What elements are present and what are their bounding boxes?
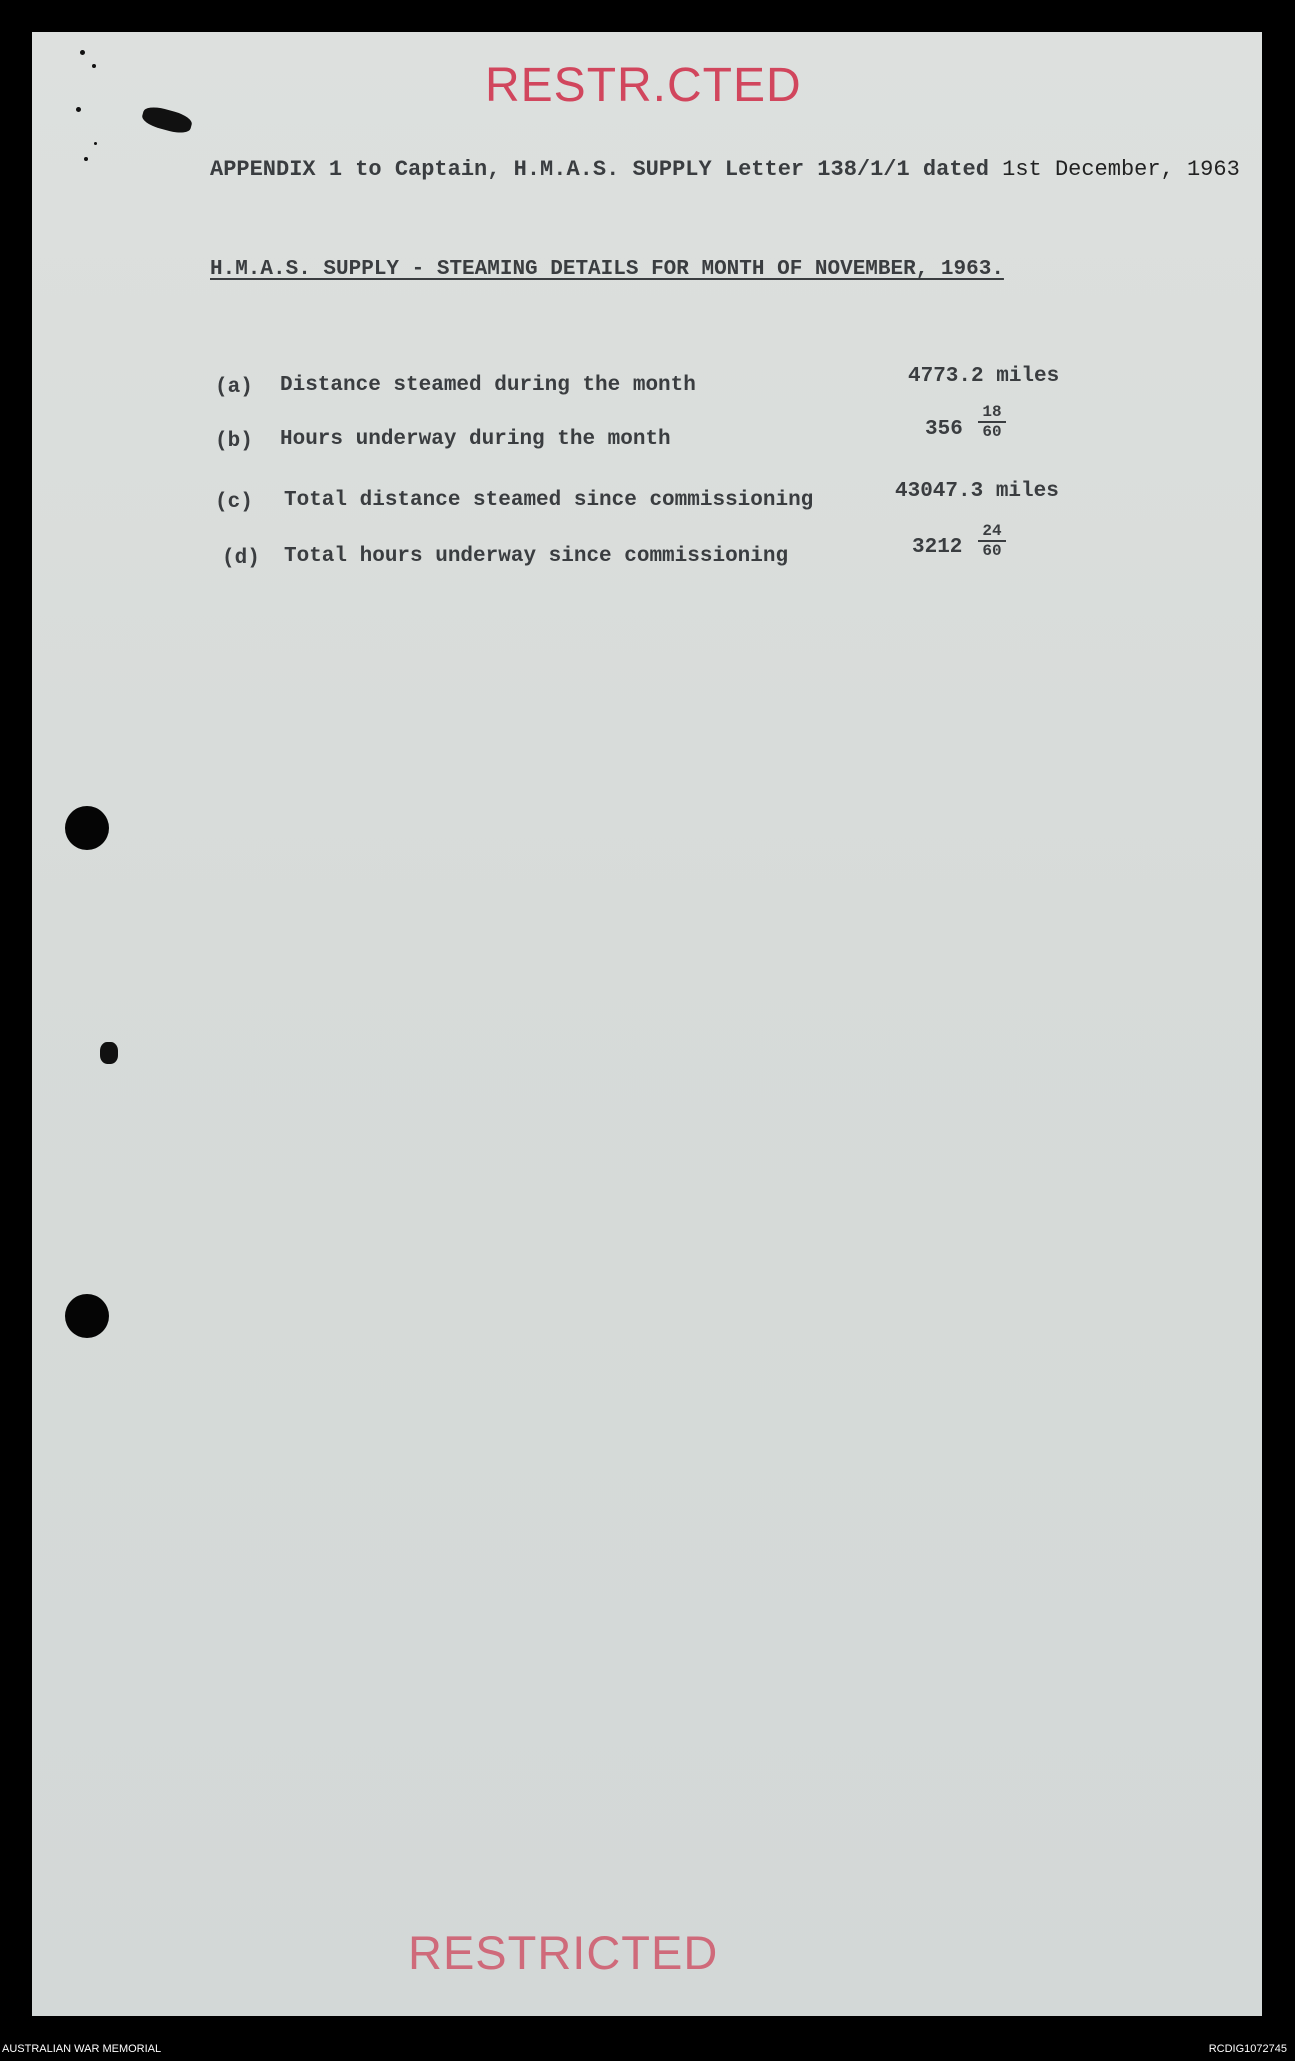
- item-value: 43047.3 miles: [895, 480, 1059, 503]
- fraction-denominator: 60: [982, 423, 1002, 441]
- item-value: 4773.2 miles: [908, 365, 1060, 388]
- item-letter: (a): [215, 376, 253, 399]
- restricted-stamp-top: RESTR.CTED: [485, 59, 802, 112]
- paper-damage-mark: [92, 64, 96, 68]
- item-fraction: [978, 522, 1006, 560]
- paper-damage-mark: [100, 1042, 118, 1064]
- fraction-numerator: 18: [978, 403, 1006, 423]
- paper-damage-mark: [76, 107, 81, 112]
- appendix-date: 1st December, 1963: [1002, 157, 1240, 182]
- item-value: 356: [925, 418, 963, 441]
- item-letter: (d): [222, 547, 260, 570]
- item-letter: (c): [215, 491, 253, 514]
- item-label: Total hours underway since commissioning: [284, 545, 789, 568]
- appendix-line: [210, 157, 1240, 182]
- punch-hole: [65, 806, 109, 850]
- fraction-numerator: 24: [978, 522, 1006, 542]
- document-heading: H.M.A.S. SUPPLY - STEAMING DETAILS FOR MONTH OF NOVEMBER, 1963.: [210, 258, 1004, 281]
- document-page: [32, 32, 1262, 2016]
- archive-credit: AUSTRALIAN WAR MEMORIAL: [2, 2043, 162, 2055]
- item-value: 3212: [912, 536, 963, 559]
- item-label: Hours underway during the month: [280, 428, 671, 451]
- restricted-stamp-bottom: RESTRICTED: [408, 1926, 719, 1979]
- paper-damage-mark: [80, 50, 85, 55]
- item-label: Distance steamed during the month: [280, 374, 696, 397]
- paper-damage-mark: [140, 104, 193, 136]
- punch-hole: [65, 1294, 109, 1338]
- appendix-text: APPENDIX 1 to Captain, H.M.A.S. SUPPLY Letter 138/1/1 dated: [210, 157, 989, 182]
- paper-damage-mark: [84, 157, 88, 161]
- item-letter: (b): [215, 430, 253, 453]
- paper-damage-mark: [94, 142, 97, 145]
- item-label: Total distance steamed since commissioning: [284, 489, 814, 512]
- archive-reference: RCDIG1072745: [1208, 2043, 1287, 2055]
- item-fraction: [978, 403, 1006, 441]
- fraction-denominator: 60: [982, 542, 1002, 560]
